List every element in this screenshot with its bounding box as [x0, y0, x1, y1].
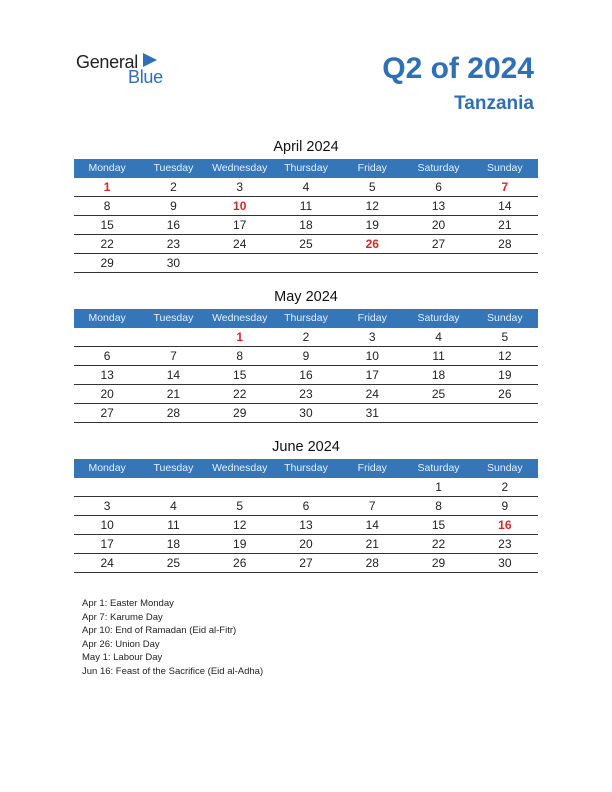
day-cell: 28 — [365, 556, 379, 570]
empty-day-cell — [405, 404, 471, 422]
holiday-note: Jun 16: Feast of the Sacrifice (Eid al-Adha) — [82, 665, 264, 677]
empty-day-cell — [339, 254, 405, 272]
day-cell: 19 — [233, 537, 247, 551]
month-grid — [74, 328, 538, 423]
day-cell: 3 — [236, 180, 244, 194]
day-cell: 13 — [431, 199, 446, 213]
day-cell: 16 — [166, 218, 181, 232]
weekday-label: Monday — [88, 162, 126, 174]
day-cell: 7 — [170, 349, 177, 363]
weekday-label: Saturday — [417, 312, 460, 324]
day-cell: 22 — [431, 537, 446, 551]
day-cell: 22 — [233, 387, 247, 401]
empty-day-cell — [273, 254, 339, 272]
day-cell: 30 — [299, 406, 313, 420]
empty-day-cell — [273, 478, 339, 496]
empty-day-cell — [405, 254, 471, 272]
day-cell: 12 — [498, 349, 512, 363]
day-cell: 22 — [100, 237, 114, 251]
day-cell: 6 — [302, 499, 310, 513]
week-row — [74, 178, 538, 197]
week-row — [74, 478, 538, 497]
day-cell: 29 — [233, 406, 247, 420]
day-cell: 8 — [435, 499, 442, 513]
day-cell: 21 — [365, 537, 379, 551]
holiday-note: Apr 26: Union Day — [82, 638, 160, 650]
week-row — [74, 497, 538, 516]
day-cell: 8 — [103, 199, 111, 213]
holiday-note: Apr 1: Easter Monday — [82, 598, 174, 609]
month-title: April 2024 — [273, 139, 339, 155]
day-cell: 28 — [498, 237, 512, 251]
week-row — [74, 216, 538, 235]
week-row — [74, 347, 538, 366]
day-cell: 23 — [166, 237, 181, 251]
day-cell: 20 — [100, 387, 114, 401]
weekday-header — [74, 309, 538, 328]
month-title: May 2024 — [274, 289, 338, 305]
day-cell: 10 — [365, 349, 379, 363]
weekday-label: Monday — [88, 312, 126, 324]
day-cell: 18 — [299, 218, 313, 232]
day-cell: 2 — [170, 180, 177, 194]
day-cell: 9 — [170, 199, 177, 213]
day-cell: 18 — [166, 537, 181, 551]
day-cell: 2 — [501, 480, 509, 494]
holiday-notes — [82, 597, 263, 678]
day-cell: 18 — [431, 368, 446, 382]
day-cell: 24 — [100, 556, 114, 570]
weekday-label: Sunday — [487, 162, 523, 174]
month-grid — [74, 478, 538, 573]
day-cell: 23 — [498, 537, 512, 551]
day-cell: 8 — [236, 349, 244, 363]
day-cell: 9 — [302, 349, 310, 363]
month-april — [74, 137, 538, 273]
empty-day-cell — [339, 478, 405, 496]
weekday-label: Thursday — [284, 162, 328, 174]
day-cell: 24 — [365, 387, 379, 401]
day-cell: 24 — [233, 237, 247, 251]
day-cell: 25 — [299, 237, 313, 251]
day-cell: 13 — [299, 518, 313, 532]
day-cell: 1 — [103, 180, 111, 194]
weekday-label: Saturday — [417, 162, 460, 174]
empty-day-cell — [472, 254, 538, 272]
weekday-label: Saturday — [417, 462, 460, 474]
weekday-label: Friday — [357, 462, 387, 474]
day-cell: 30 — [166, 256, 181, 270]
logo-blue-text: Blue — [128, 67, 163, 87]
week-row — [74, 366, 538, 385]
month-title: June 2024 — [272, 439, 340, 455]
day-cell: 10 — [233, 199, 247, 213]
day-cell: 17 — [365, 368, 379, 382]
empty-day-cell — [74, 328, 140, 346]
country-name: Tanzania — [454, 93, 534, 114]
week-row — [74, 404, 538, 423]
day-cell: 23 — [299, 387, 313, 401]
weekday-label: Tuesday — [153, 162, 194, 174]
day-cell: 4 — [435, 330, 442, 344]
empty-day-cell — [140, 478, 206, 496]
weekday-label: Tuesday — [153, 312, 194, 324]
week-row — [74, 385, 538, 404]
day-cell: 3 — [368, 330, 376, 344]
weekday-header — [74, 159, 538, 178]
day-cell: 19 — [498, 368, 512, 382]
day-cell: 25 — [431, 387, 446, 401]
day-cell: 1 — [435, 480, 442, 494]
day-cell: 6 — [435, 180, 442, 194]
weekday-header — [74, 459, 538, 478]
day-cell: 14 — [498, 199, 512, 213]
day-cell: 17 — [233, 218, 247, 232]
day-cell: 14 — [365, 518, 379, 532]
weekday-label: Thursday — [284, 462, 328, 474]
day-cell: 25 — [166, 556, 181, 570]
day-cell: 30 — [498, 556, 512, 570]
day-cell: 10 — [100, 518, 114, 532]
day-cell: 17 — [100, 537, 114, 551]
weekday-label: Friday — [357, 162, 387, 174]
day-cell: 19 — [365, 218, 379, 232]
day-cell: 29 — [431, 556, 446, 570]
logo-triangle-icon — [143, 53, 157, 67]
week-row — [74, 535, 538, 554]
weekday-label: Friday — [357, 312, 387, 324]
weekday-label: Thursday — [284, 312, 328, 324]
day-cell: 5 — [368, 180, 376, 194]
day-cell: 5 — [501, 330, 509, 344]
month-grid — [74, 178, 538, 273]
holiday-note: Apr 7: Karume Day — [82, 611, 163, 623]
day-cell: 28 — [166, 406, 181, 420]
week-row — [74, 254, 538, 273]
day-cell: 7 — [501, 180, 509, 194]
logo-general-text: General — [76, 52, 138, 72]
day-cell: 26 — [498, 387, 512, 401]
day-cell: 21 — [166, 387, 181, 401]
week-row — [74, 554, 538, 573]
logo — [76, 52, 186, 92]
day-cell: 9 — [501, 499, 509, 513]
month-may — [74, 287, 538, 423]
empty-day-cell — [207, 254, 273, 272]
weekday-label: Monday — [88, 462, 126, 474]
day-cell: 14 — [166, 368, 181, 382]
day-cell: 26 — [365, 237, 379, 251]
day-cell: 15 — [431, 518, 446, 532]
weekday-label: Wednesday — [212, 462, 268, 474]
day-cell: 7 — [368, 499, 376, 513]
week-row — [74, 328, 538, 347]
weekday-label: Tuesday — [153, 462, 194, 474]
day-cell: 12 — [365, 199, 379, 213]
weekday-label: Sunday — [487, 312, 523, 324]
day-cell: 16 — [299, 368, 313, 382]
day-cell: 15 — [233, 368, 247, 382]
day-cell: 16 — [498, 518, 512, 532]
day-cell: 20 — [299, 537, 313, 551]
weekday-label: Sunday — [487, 462, 523, 474]
holiday-note: Apr 10: End of Ramadan (Eid al-Fitr) — [82, 625, 237, 636]
empty-day-cell — [74, 478, 140, 496]
day-cell: 4 — [302, 180, 310, 194]
day-cell: 13 — [100, 368, 114, 382]
weekday-label: Wednesday — [212, 162, 268, 174]
day-cell: 29 — [100, 256, 114, 270]
day-cell: 6 — [103, 349, 111, 363]
day-cell: 11 — [167, 518, 180, 532]
day-cell: 2 — [302, 330, 310, 344]
week-row — [74, 197, 538, 216]
day-cell: 4 — [170, 499, 177, 513]
day-cell: 3 — [103, 499, 111, 513]
empty-day-cell — [207, 478, 273, 496]
week-row — [74, 516, 538, 535]
month-june — [74, 437, 538, 573]
page-title: Q2 of 2024 — [382, 52, 534, 85]
week-row — [74, 235, 538, 254]
day-cell: 31 — [365, 406, 379, 420]
weekday-label: Wednesday — [212, 312, 268, 324]
day-cell: 26 — [233, 556, 247, 570]
holiday-note: May 1: Labour Day — [82, 652, 163, 663]
day-cell: 11 — [299, 199, 313, 213]
day-cell: 1 — [236, 330, 244, 344]
day-cell: 27 — [431, 237, 446, 251]
day-cell: 12 — [233, 518, 247, 532]
day-cell: 5 — [236, 499, 244, 513]
day-cell: 27 — [299, 556, 313, 570]
day-cell: 11 — [432, 349, 445, 363]
day-cell: 20 — [431, 218, 446, 232]
day-cell: 21 — [498, 218, 512, 232]
day-cell: 27 — [100, 406, 114, 420]
empty-day-cell — [140, 328, 206, 346]
day-cell: 15 — [100, 218, 114, 232]
empty-day-cell — [472, 404, 538, 422]
